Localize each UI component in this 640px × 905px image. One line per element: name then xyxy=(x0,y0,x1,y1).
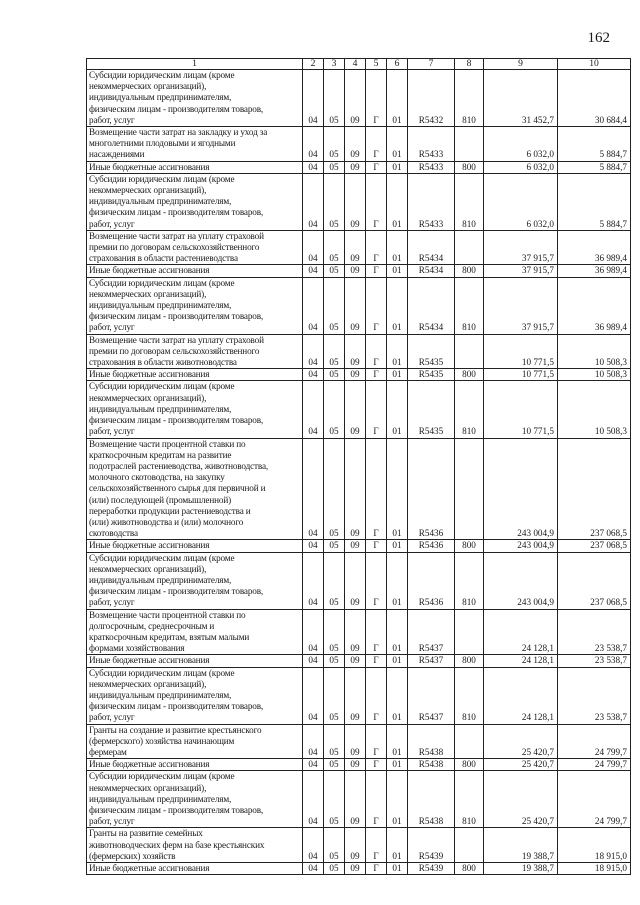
cell-c2: 04 xyxy=(303,173,324,230)
table-row xyxy=(87,863,631,875)
cell-c9: 19 388,7 xyxy=(484,828,558,863)
cell-c3: 05 xyxy=(324,127,345,162)
cell-c10: 10 508,3 xyxy=(558,381,631,438)
cell-c2: 04 xyxy=(303,334,324,369)
header-row xyxy=(87,59,631,70)
table-row xyxy=(87,667,631,724)
cell-c8: 810 xyxy=(455,173,484,230)
cell-c10: 237 068,5 xyxy=(558,552,631,609)
cell-c7: R5432 xyxy=(408,70,455,127)
cell-c9: 243 004,9 xyxy=(484,540,558,552)
cell-c2: 04 xyxy=(303,609,324,655)
cell-c4: 09 xyxy=(345,438,366,540)
cell-c9: 6 032,0 xyxy=(484,161,558,173)
cell-c8 xyxy=(455,438,484,540)
row-name xyxy=(87,173,303,230)
cell-c5: Г xyxy=(366,655,387,667)
cell-c3: 05 xyxy=(324,863,345,875)
cell-c9: 10 771,5 xyxy=(484,334,558,369)
cell-c6: 01 xyxy=(387,70,408,127)
table-row xyxy=(87,230,631,265)
cell-c4: 09 xyxy=(345,655,366,667)
cell-c6: 01 xyxy=(387,127,408,162)
cell-c7: R5438 xyxy=(408,759,455,771)
row-name-text: Возмещение части затрат на уплату страховой премии по договорам сельскохозяйственного страхования в области животноводства xyxy=(89,334,264,368)
column-header: 1 xyxy=(87,59,303,70)
row-name xyxy=(87,265,303,277)
cell-c9: 243 004,9 xyxy=(484,438,558,540)
cell-c9: 6 032,0 xyxy=(484,173,558,230)
row-name-text: Возмещение части процентной ставки по долгосрочным, среднесрочным и краткосрочным кредитам, взятым малыми формами хозяйствования xyxy=(89,609,250,654)
cell-c8: 810 xyxy=(455,277,484,334)
cell-c5: Г xyxy=(366,230,387,265)
budget-table xyxy=(86,58,631,875)
cell-c10: 18 915,0 xyxy=(558,863,631,875)
cell-c2: 04 xyxy=(303,863,324,875)
cell-c9: 25 420,7 xyxy=(484,771,558,828)
cell-c7: R5438 xyxy=(408,771,455,828)
row-name xyxy=(87,127,303,162)
row-name-text: Гранты на развитие семейных животноводческих ферм на базе крестьянских (фермерских) хозяйств xyxy=(89,828,265,861)
cell-c8: 810 xyxy=(455,381,484,438)
cell-c2: 04 xyxy=(303,230,324,265)
row-name-text: Субсидии юридическим лицам (кроме некоммерческих организаций), индивидуальным предпринимателям, физическим лицам - производителям товаров, работ, услуг xyxy=(89,771,264,827)
cell-c6: 01 xyxy=(387,863,408,875)
cell-c7: R5439 xyxy=(408,828,455,863)
cell-c2: 04 xyxy=(303,277,324,334)
cell-c5: Г xyxy=(366,609,387,655)
cell-c4: 09 xyxy=(345,667,366,724)
cell-c3: 05 xyxy=(324,230,345,265)
row-name-text: Иные бюджетные ассигнования xyxy=(89,369,210,380)
cell-c5: Г xyxy=(366,381,387,438)
row-name-text: Иные бюджетные ассигнования xyxy=(89,759,210,770)
table-row xyxy=(87,552,631,609)
table-row xyxy=(87,655,631,667)
cell-c7: R5434 xyxy=(408,277,455,334)
row-name-text: Возмещение части затрат на уплату страховой премии по договорам сельскохозяйственного страхования в области растениеводства xyxy=(89,230,264,264)
row-name-text: Возмещение части затрат на закладку и уход за многолетними плодовыми и ягодными насаждениями xyxy=(89,127,268,160)
table-row xyxy=(87,369,631,381)
table-row xyxy=(87,173,631,230)
cell-c2: 04 xyxy=(303,540,324,552)
cell-c8: 800 xyxy=(455,655,484,667)
cell-c5: Г xyxy=(366,127,387,162)
cell-c6: 01 xyxy=(387,265,408,277)
cell-c10: 24 799,7 xyxy=(558,724,631,759)
row-name-text: Субсидии юридическим лицам (кроме некоммерческих организаций), индивидуальным предпринимателям, физическим лицам - производителям товаров, работ, услуг xyxy=(89,70,264,125)
cell-c4: 09 xyxy=(345,540,366,552)
cell-c9: 25 420,7 xyxy=(484,759,558,771)
cell-c6: 01 xyxy=(387,381,408,438)
table-row xyxy=(87,609,631,655)
cell-c9: 37 915,7 xyxy=(484,277,558,334)
cell-c6: 01 xyxy=(387,161,408,173)
cell-c7: R5435 xyxy=(408,369,455,381)
cell-c10: 36 989,4 xyxy=(558,277,631,334)
row-name xyxy=(87,277,303,334)
row-name xyxy=(87,381,303,438)
cell-c5: Г xyxy=(366,265,387,277)
cell-c8 xyxy=(455,828,484,863)
column-header: 8 xyxy=(455,59,484,70)
column-header: 6 xyxy=(387,59,408,70)
cell-c4: 09 xyxy=(345,334,366,369)
cell-c4: 09 xyxy=(345,265,366,277)
cell-c3: 05 xyxy=(324,655,345,667)
cell-c3: 05 xyxy=(324,667,345,724)
cell-c4: 09 xyxy=(345,277,366,334)
cell-c5: Г xyxy=(366,828,387,863)
row-name xyxy=(87,161,303,173)
row-name-text: Иные бюджетные ассигнования xyxy=(89,540,210,551)
cell-c2: 04 xyxy=(303,552,324,609)
row-name xyxy=(87,771,303,828)
row-name xyxy=(87,667,303,724)
cell-c5: Г xyxy=(366,724,387,759)
cell-c10: 5 884,7 xyxy=(558,173,631,230)
cell-c3: 05 xyxy=(324,265,345,277)
cell-c7: R5433 xyxy=(408,173,455,230)
cell-c3: 05 xyxy=(324,381,345,438)
cell-c2: 04 xyxy=(303,161,324,173)
row-name xyxy=(87,70,303,127)
cell-c8: 800 xyxy=(455,863,484,875)
column-header: 4 xyxy=(345,59,366,70)
cell-c6: 01 xyxy=(387,771,408,828)
cell-c2: 04 xyxy=(303,127,324,162)
cell-c9: 31 452,7 xyxy=(484,70,558,127)
row-name xyxy=(87,540,303,552)
cell-c8: 800 xyxy=(455,265,484,277)
cell-c8 xyxy=(455,609,484,655)
row-name-text: Иные бюджетные ассигнования xyxy=(89,863,210,874)
cell-c3: 05 xyxy=(324,334,345,369)
cell-c6: 01 xyxy=(387,828,408,863)
cell-c9: 19 388,7 xyxy=(484,863,558,875)
row-name xyxy=(87,655,303,667)
row-name-text: Субсидии юридическим лицам (кроме некоммерческих организаций), индивидуальным предпринимателям, физическим лицам - производителям товаров, работ, услуг xyxy=(89,173,264,229)
cell-c2: 04 xyxy=(303,771,324,828)
column-header: 9 xyxy=(484,59,558,70)
table-row xyxy=(87,334,631,369)
row-name-text: Возмещение части процентной ставки по краткосрочным кредитам на развитие подотраслей растениеводства, животноводства, молочного скотоводства, на закупку сельскохозяйственного сырья для первичной и (или) последующей (промышленной) переработки продукции растениеводства и (или) животноводства и (или) молочного скотоводства xyxy=(89,438,269,539)
cell-c4: 09 xyxy=(345,863,366,875)
cell-c10: 5 884,7 xyxy=(558,127,631,162)
cell-c5: Г xyxy=(366,70,387,127)
cell-c9: 10 771,5 xyxy=(484,381,558,438)
cell-c10: 24 799,7 xyxy=(558,771,631,828)
cell-c10: 237 068,5 xyxy=(558,540,631,552)
cell-c7: R5436 xyxy=(408,540,455,552)
cell-c7: R5434 xyxy=(408,265,455,277)
cell-c3: 05 xyxy=(324,828,345,863)
cell-c4: 09 xyxy=(345,381,366,438)
cell-c9: 24 128,1 xyxy=(484,609,558,655)
table-row xyxy=(87,724,631,759)
row-name xyxy=(87,759,303,771)
cell-c4: 09 xyxy=(345,759,366,771)
cell-c4: 09 xyxy=(345,173,366,230)
cell-c8 xyxy=(455,724,484,759)
cell-c2: 04 xyxy=(303,265,324,277)
cell-c4: 09 xyxy=(345,724,366,759)
cell-c7: R5436 xyxy=(408,552,455,609)
row-name xyxy=(87,609,303,655)
cell-c5: Г xyxy=(366,552,387,609)
column-header: 2 xyxy=(303,59,324,70)
cell-c7: R5439 xyxy=(408,863,455,875)
cell-c10: 237 068,5 xyxy=(558,438,631,540)
cell-c9: 10 771,5 xyxy=(484,369,558,381)
cell-c3: 05 xyxy=(324,438,345,540)
cell-c3: 05 xyxy=(324,70,345,127)
column-header: 3 xyxy=(324,59,345,70)
cell-c3: 05 xyxy=(324,173,345,230)
page-number: 162 xyxy=(587,30,610,46)
cell-c3: 05 xyxy=(324,759,345,771)
column-header: 5 xyxy=(366,59,387,70)
cell-c7: R5435 xyxy=(408,334,455,369)
table-row xyxy=(87,70,631,127)
cell-c9: 24 128,1 xyxy=(484,655,558,667)
cell-c5: Г xyxy=(366,540,387,552)
column-header: 10 xyxy=(558,59,631,70)
table-row xyxy=(87,127,631,162)
cell-c8: 810 xyxy=(455,771,484,828)
table-row xyxy=(87,381,631,438)
row-name xyxy=(87,334,303,369)
cell-c2: 04 xyxy=(303,438,324,540)
cell-c10: 18 915,0 xyxy=(558,828,631,863)
cell-c2: 04 xyxy=(303,759,324,771)
table-row xyxy=(87,759,631,771)
row-name xyxy=(87,438,303,540)
cell-c9: 25 420,7 xyxy=(484,724,558,759)
cell-c7: R5437 xyxy=(408,609,455,655)
cell-c8: 800 xyxy=(455,161,484,173)
cell-c10: 24 799,7 xyxy=(558,759,631,771)
cell-c8: 810 xyxy=(455,667,484,724)
cell-c6: 01 xyxy=(387,369,408,381)
cell-c7: R5438 xyxy=(408,724,455,759)
cell-c3: 05 xyxy=(324,609,345,655)
row-name-text: Иные бюджетные ассигнования xyxy=(89,265,210,276)
table-row xyxy=(87,438,631,540)
cell-c4: 09 xyxy=(345,161,366,173)
cell-c6: 01 xyxy=(387,724,408,759)
cell-c5: Г xyxy=(366,161,387,173)
cell-c7: R5433 xyxy=(408,161,455,173)
row-name xyxy=(87,863,303,875)
cell-c3: 05 xyxy=(324,161,345,173)
cell-c2: 04 xyxy=(303,667,324,724)
cell-c7: R5433 xyxy=(408,127,455,162)
row-name-text: Субсидии юридическим лицам (кроме некоммерческих организаций), индивидуальным предпринимателям, физическим лицам - производителям товаров, работ, услуг xyxy=(89,277,264,333)
cell-c8: 810 xyxy=(455,70,484,127)
cell-c4: 09 xyxy=(345,230,366,265)
cell-c7: R5437 xyxy=(408,667,455,724)
cell-c5: Г xyxy=(366,667,387,724)
cell-c10: 10 508,3 xyxy=(558,334,631,369)
cell-c8 xyxy=(455,127,484,162)
table-row xyxy=(87,265,631,277)
cell-c8 xyxy=(455,334,484,369)
cell-c4: 09 xyxy=(345,127,366,162)
cell-c4: 09 xyxy=(345,828,366,863)
cell-c4: 09 xyxy=(345,609,366,655)
row-name xyxy=(87,230,303,265)
row-name-text: Гранты на создание и развитие крестьянского (фермерского) хозяйства начинающим фермерам xyxy=(89,724,262,757)
row-name-text: Субсидии юридическим лицам (кроме некоммерческих организаций), индивидуальным предпринимателям, физическим лицам - производителям товаров, работ, услуг xyxy=(89,667,264,723)
cell-c6: 01 xyxy=(387,552,408,609)
column-header: 7 xyxy=(408,59,455,70)
cell-c9: 6 032,0 xyxy=(484,127,558,162)
row-name-text: Иные бюджетные ассигнования xyxy=(89,161,210,172)
cell-c10: 30 684,4 xyxy=(558,70,631,127)
cell-c8 xyxy=(455,230,484,265)
cell-c8: 810 xyxy=(455,552,484,609)
cell-c6: 01 xyxy=(387,438,408,540)
cell-c9: 37 915,7 xyxy=(484,230,558,265)
cell-c2: 04 xyxy=(303,369,324,381)
cell-c10: 10 508,3 xyxy=(558,369,631,381)
table-row xyxy=(87,540,631,552)
cell-c6: 01 xyxy=(387,540,408,552)
cell-c7: R5435 xyxy=(408,381,455,438)
cell-c5: Г xyxy=(366,438,387,540)
cell-c3: 05 xyxy=(324,552,345,609)
cell-c5: Г xyxy=(366,277,387,334)
cell-c9: 24 128,1 xyxy=(484,667,558,724)
cell-c5: Г xyxy=(366,863,387,875)
cell-c10: 23 538,7 xyxy=(558,609,631,655)
table-row xyxy=(87,771,631,828)
cell-c6: 01 xyxy=(387,230,408,265)
cell-c10: 5 884,7 xyxy=(558,161,631,173)
cell-c6: 01 xyxy=(387,667,408,724)
cell-c3: 05 xyxy=(324,771,345,828)
cell-c5: Г xyxy=(366,173,387,230)
cell-c3: 05 xyxy=(324,724,345,759)
cell-c10: 36 989,4 xyxy=(558,230,631,265)
cell-c6: 01 xyxy=(387,334,408,369)
cell-c4: 09 xyxy=(345,70,366,127)
row-name-text: Субсидии юридическим лицам (кроме некоммерческих организаций), индивидуальным предпринимателям, физическим лицам - производителям товаров, работ, услуг xyxy=(89,552,264,608)
cell-c6: 01 xyxy=(387,173,408,230)
cell-c5: Г xyxy=(366,334,387,369)
cell-c10: 23 538,7 xyxy=(558,655,631,667)
cell-c2: 04 xyxy=(303,381,324,438)
cell-c7: R5437 xyxy=(408,655,455,667)
cell-c3: 05 xyxy=(324,540,345,552)
table-row xyxy=(87,277,631,334)
cell-c6: 01 xyxy=(387,759,408,771)
cell-c6: 01 xyxy=(387,609,408,655)
cell-c8: 800 xyxy=(455,540,484,552)
cell-c8: 800 xyxy=(455,369,484,381)
cell-c9: 243 004,9 xyxy=(484,552,558,609)
cell-c6: 01 xyxy=(387,655,408,667)
cell-c2: 04 xyxy=(303,724,324,759)
cell-c5: Г xyxy=(366,369,387,381)
cell-c4: 09 xyxy=(345,771,366,828)
cell-c6: 01 xyxy=(387,277,408,334)
cell-c4: 09 xyxy=(345,369,366,381)
row-name-text: Иные бюджетные ассигнования xyxy=(89,655,210,666)
table-row xyxy=(87,828,631,863)
row-name xyxy=(87,724,303,759)
cell-c5: Г xyxy=(366,771,387,828)
row-name xyxy=(87,552,303,609)
cell-c3: 05 xyxy=(324,277,345,334)
table-row xyxy=(87,161,631,173)
row-name xyxy=(87,369,303,381)
cell-c2: 04 xyxy=(303,655,324,667)
row-name xyxy=(87,828,303,863)
cell-c7: R5436 xyxy=(408,438,455,540)
cell-c3: 05 xyxy=(324,369,345,381)
cell-c9: 37 915,7 xyxy=(484,265,558,277)
cell-c10: 23 538,7 xyxy=(558,667,631,724)
cell-c5: Г xyxy=(366,759,387,771)
cell-c7: R5434 xyxy=(408,230,455,265)
row-name-text: Субсидии юридическим лицам (кроме некоммерческих организаций), индивидуальным предпринимателям, физическим лицам - производителям товаров, работ, услуг xyxy=(89,381,264,437)
cell-c8: 800 xyxy=(455,759,484,771)
cell-c10: 36 989,4 xyxy=(558,265,631,277)
cell-c2: 04 xyxy=(303,828,324,863)
cell-c4: 09 xyxy=(345,552,366,609)
cell-c2: 04 xyxy=(303,70,324,127)
